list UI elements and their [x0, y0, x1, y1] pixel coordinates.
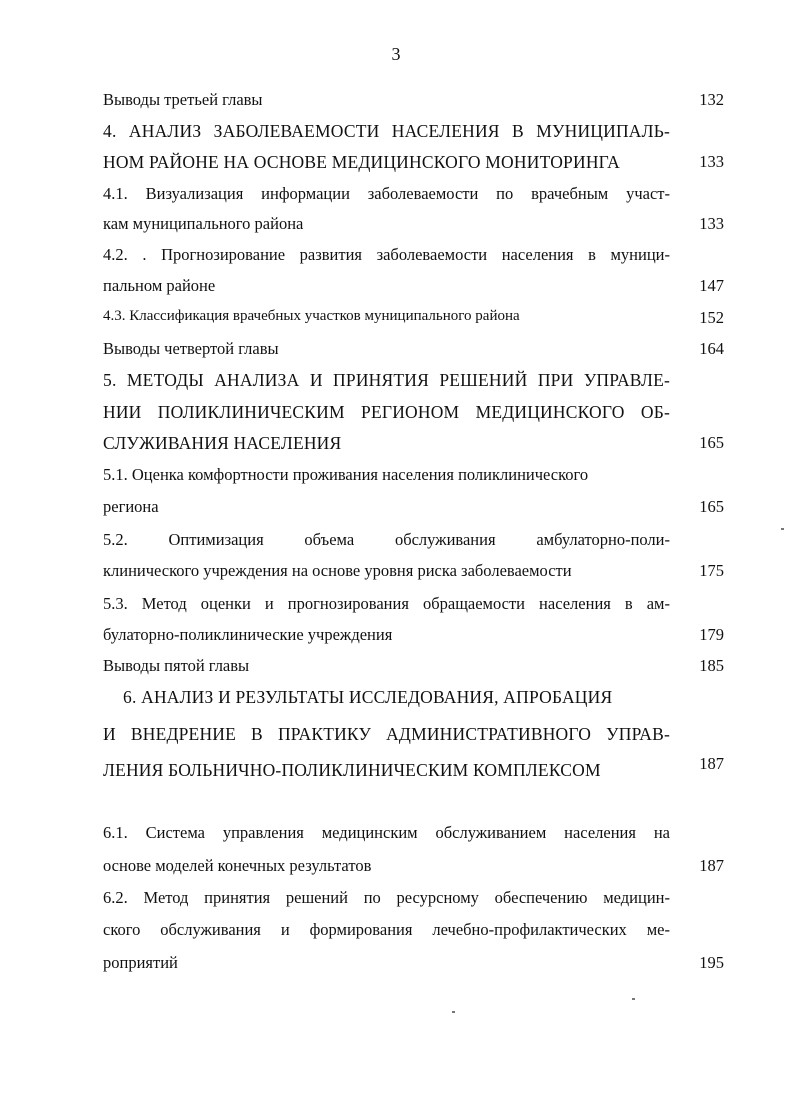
toc-chapter-heading: НИИ ПОЛИКЛИНИЧЕСКИМ РЕГИОНОМ МЕДИЦИНСКОГО ОБ-	[103, 402, 670, 422]
toc-line: 6.2. Метод принятия решений по ресурсному обеспечению медицин-	[103, 888, 670, 907]
toc-line: 4.3. Классификация врачебных участков муниципального района	[103, 308, 520, 324]
toc-page: 195	[699, 953, 724, 972]
toc-chapter-heading: И ВНЕДРЕНИЕ В ПРАКТИКУ АДМИНИСТРАТИВНОГО УПРАВ-	[103, 724, 670, 744]
toc-page: 147	[699, 276, 724, 295]
scan-speck	[781, 528, 784, 530]
toc-line: 5.3. Метод оценки и прогнозирования обращаемости населения в ам-	[103, 594, 670, 613]
toc-line: 5.2. Оптимизация объема обслуживания амбулаторно-поли-	[103, 530, 670, 549]
toc-line: основе моделей конечных результатов	[103, 856, 372, 875]
toc-line: региона	[103, 497, 159, 516]
toc-chapter-heading: СЛУЖИВАНИЯ НАСЕЛЕНИЯ	[103, 433, 342, 453]
page-number: 3	[391, 44, 401, 64]
toc-line: кам муниципального района	[103, 214, 304, 233]
toc-chapter-heading: 5. МЕТОДЫ АНАЛИЗА И ПРИНЯТИЯ РЕШЕНИЙ ПРИ УПРАВЛЕ-	[103, 370, 670, 390]
scan-speck	[632, 998, 635, 1000]
toc-page: 175	[699, 561, 724, 580]
toc-line: 6.1. Система управления медицинским обслуживанием населения на	[103, 823, 670, 842]
toc-page: 152	[699, 308, 724, 327]
toc-line: булаторно-поликлинические учреждения	[103, 625, 393, 644]
toc-chapter-heading: 4. АНАЛИЗ ЗАБОЛЕВАЕМОСТИ НАСЕЛЕНИЯ В МУНИЦИПАЛЬ-	[103, 121, 670, 141]
toc-line: пальном районе	[103, 276, 216, 295]
toc-page: 164	[699, 339, 724, 358]
toc-line: 4.1. Визуализация информации заболеваемости по врачебным участ-	[103, 184, 670, 203]
toc-line: 4.2. . Прогнозирование развития заболеваемости населения в муници-	[103, 245, 670, 264]
toc-line: клинического учреждения на основе уровня риска заболеваемости	[103, 561, 572, 580]
scan-speck	[452, 1011, 455, 1013]
toc-page: 187	[699, 856, 724, 875]
toc-page: 179	[699, 625, 724, 644]
toc-page: 187	[699, 754, 724, 773]
toc-line: ского обслуживания и формирования лечебно-профилактических ме-	[103, 920, 670, 939]
toc-page: 133	[699, 152, 724, 171]
toc-chapter-heading: ЛЕНИЯ БОЛЬНИЧНО-ПОЛИКЛИНИЧЕСКИМ КОМПЛЕКСОМ	[103, 760, 601, 780]
toc-line: 5.1. Оценка комфортности проживания населения поликлинического	[103, 465, 589, 484]
toc-line: Выводы пятой главы	[103, 656, 250, 675]
toc-page: 165	[699, 433, 724, 452]
toc-chapter-heading: 6. АНАЛИЗ И РЕЗУЛЬТАТЫ ИССЛЕДОВАНИЯ, АПРОБАЦИЯ	[123, 687, 613, 707]
toc-page: 165	[699, 497, 724, 516]
toc-page: 132	[699, 90, 724, 109]
toc-chapter-heading: НОМ РАЙОНЕ НА ОСНОВЕ МЕДИЦИНСКОГО МОНИТОРИНГА	[103, 152, 620, 172]
toc-line: роприятий	[103, 953, 178, 972]
toc-line: Выводы третьей главы	[103, 90, 263, 109]
toc-page: 133	[699, 214, 724, 233]
toc-line: Выводы четвертой главы	[103, 339, 279, 358]
toc-page: 185	[699, 656, 724, 675]
